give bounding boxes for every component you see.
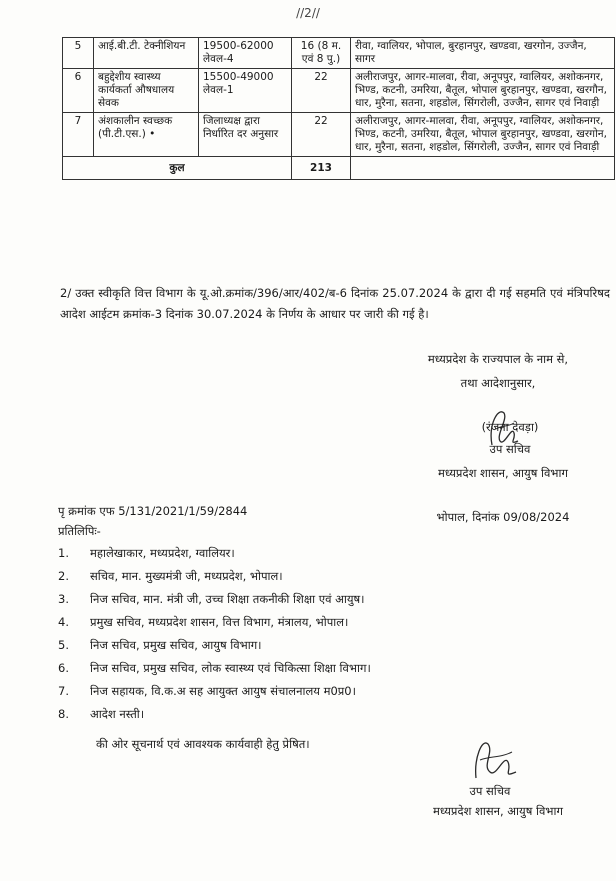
districts: अलीराजपुर, आगर-मालवा, रीवा, अनूपपुर, ग्वालियर, अशोकनगर, भिण्ड, कटनी, उमरिया, बैतूल, भोपाल बुरहानपुर, खण्डवा, खरगोन, धार, मुरैना, सतना, शहडोल, सिंगरोली, उज्जैन, सागर एवं निवाड़ी: [351, 113, 615, 157]
endorsement-reference: पृ क्रमांक एफ 5/131/2021/1/59/2844: [58, 504, 248, 518]
list-item-number: 8.: [58, 707, 69, 721]
page-number: //2//: [296, 6, 320, 20]
pay-scale: जिलाध्यक्ष द्वारा निर्धारित दर अनुसार: [199, 113, 292, 157]
endorsement-department: मध्यप्रदेश शासन, आयुष विभाग: [433, 804, 563, 818]
list-item-number: 3.: [58, 592, 69, 606]
post-count: 22: [292, 113, 351, 157]
serial-number: 7: [63, 113, 94, 157]
total-blank: [351, 157, 615, 180]
pay-scale: 19500-62000 लेवल-4: [199, 38, 292, 69]
list-item-text: निज सचिव, मान. मंत्री जी, उच्च शिक्षा तकनीकी शिक्षा एवं आयुष।: [90, 592, 365, 606]
list-item-number: 6.: [58, 661, 69, 675]
list-item-text: आदेश नस्ती।: [90, 707, 145, 721]
list-item-text: निज सचिव, प्रमुख सचिव, लोक स्वास्थ्य एवं चिकित्सा शिक्षा विभाग।: [90, 661, 371, 675]
post-name: आई.बी.टी. टेक्नीशियन: [94, 38, 199, 69]
list-item-number: 2.: [58, 569, 69, 583]
post-name: बहुद्देशीय स्वास्थ्य कार्यकर्ता औषधालय सेवक: [94, 69, 199, 113]
signatory-designation: उप सचिव: [489, 442, 531, 456]
serial-number: 5: [63, 38, 94, 69]
post-count: 16 (8 म. एवं 8 पु.): [292, 38, 351, 69]
list-item-text: प्रमुख सचिव, मध्यप्रदेश शासन, वित्त विभाग, मंत्रालय, भोपाल।: [90, 615, 349, 629]
authority-line-1: मध्यप्रदेश के राज्यपाल के नाम से,: [427, 352, 569, 366]
table-row: [63, 69, 615, 113]
order-place-date: भोपाल, दिनांक 09/08/2024: [436, 510, 570, 524]
total-value: 213: [292, 157, 351, 180]
districts: रीवा, ग्वालियर, भोपाल, बुरहानपुर, खण्डवा, खरगोन, उज्जैन, सागर: [351, 38, 615, 69]
table-row: [63, 38, 615, 69]
list-item-text: महालेखाकार, मध्यप्रदेश, ग्वालियर।: [90, 546, 235, 560]
authority-line-2: तथा आदेशानुसार,: [460, 376, 536, 390]
copy-to-label: प्रतिलिपिः-: [58, 524, 101, 538]
approval-paragraph: 2/ उक्त स्वीकृति वित्त विभाग के यू.ओ.क्रमांक/396/आर/402/ब-6 दिनांक 25.07.2024 के द्वारा दी गई सहमति एवं मंत्रिपरिषद आदेश आईटम क्रमांक-3 दिनांक 30.07.2024 के निर्णय के आधार पर जारी की गई है।: [60, 286, 610, 321]
list-item-number: 7.: [58, 684, 69, 698]
post-count: 22: [292, 69, 351, 113]
list-item-text: निज सहायक, वि.क.अ सह आयुक्त आयुष संचालनालय म0प्र0।: [90, 684, 356, 698]
list-item-number: 5.: [58, 638, 69, 652]
table-row: [63, 113, 615, 157]
posts-table: [62, 37, 615, 180]
list-item-number: 1.: [58, 546, 69, 560]
endorsement-designation: उप सचिव: [469, 784, 511, 798]
post-name: अंशकालीन स्वच्छक (पी.टी.एस.) •: [94, 113, 199, 157]
signatory-department: मध्यप्रदेश शासन, आयुष विभाग: [438, 466, 568, 480]
total-label: कुल: [63, 157, 292, 180]
signature-image-2: [460, 728, 530, 788]
total-row: [63, 157, 615, 180]
serial-number: 6: [63, 69, 94, 113]
list-item-text: सचिव, मान. मुख्यमंत्री जी, मध्यप्रदेश, भोपाल।: [90, 569, 283, 583]
pay-scale: 15500-49000 लेवल-1: [199, 69, 292, 113]
districts: अलीराजपुर, आगर-मालवा, रीवा, अनूपपुर, ग्वालियर, अशोकनगर, भिण्ड, कटनी, उमरिया, बैतूल, भोपाल बुरहानपुर, खण्डवा, खरगौन, धार, मुरैना, सतना, शहडोल, सिंगरोली, उज्जैन, सागर एवं निवाड़ी: [351, 69, 615, 113]
list-item-number: 4.: [58, 615, 69, 629]
list-item-text: निज सचिव, प्रमुख सचिव, आयुष विभाग।: [90, 638, 262, 652]
signatory-name: (रंजना देवड़ा): [481, 420, 539, 434]
closing-line: की ओर सूचनार्थ एवं आवश्यक कार्यवाही हेतु प्रेषित।: [96, 737, 310, 751]
